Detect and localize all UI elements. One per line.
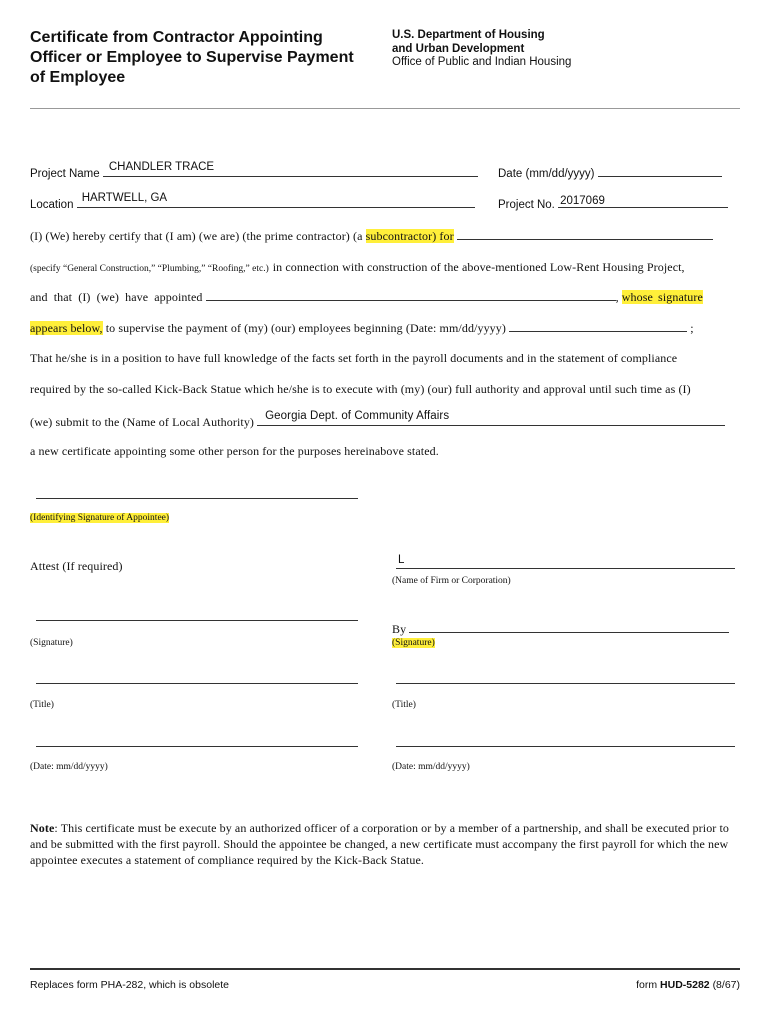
- note-text: : This certificate must be execute by an authorized officer of a corporation or by a member of a partnership, and shall be executed prior to and be submitted with the first payroll. Should the appointee be changed, a new certificate must accompany the first payroll for which the new appointee executes a statement of compliance required by the Kick-Back Statue.: [30, 821, 730, 867]
- body-line-8: a new certificate appointing some other person for the purposes hereinabove stated.: [30, 444, 439, 458]
- form-title: Certificate from Contractor Appointing Officer or Employee to Supervise Payment of Employee: [30, 29, 354, 86]
- body-line-1: [30, 228, 713, 244]
- appointee-signature-label: (Identifying Signature of Appointee): [30, 513, 170, 523]
- date-field[interactable]: [598, 165, 722, 177]
- by-row: [392, 621, 729, 637]
- contractor-date-label: (Date: mm/dd/yyyy): [392, 762, 470, 772]
- project-no-row: [498, 196, 728, 211]
- footer-replaces-note: Replaces form PHA-282, which is obsolete: [30, 979, 230, 991]
- date-row: [498, 165, 722, 180]
- body-line-6: required by the so-called Kick-Back Statue which he/she is to execute with (my) (our) full authority and approval until such time as (I): [30, 382, 691, 396]
- firm-name-label: (Name of Firm or Corporation): [392, 576, 511, 586]
- trade-hint: (specify “General Construction,” “Plumbing,” “Roofing,” etc.): [30, 264, 269, 274]
- agency-name-line2: and Urban Development: [392, 42, 525, 55]
- appointee-signature-line[interactable]: [36, 498, 358, 499]
- attest-title-line[interactable]: [36, 683, 358, 684]
- body-line-2-text: in connection with construction of the above-mentioned Low-Rent Housing Project,: [272, 260, 685, 274]
- project-name-row: [30, 161, 478, 180]
- contractor-date-line[interactable]: [396, 746, 735, 747]
- location-label: Location: [30, 199, 74, 211]
- project-name-field[interactable]: [103, 161, 478, 177]
- note-label: Note: [30, 821, 55, 835]
- project-no-label: Project No.: [498, 199, 555, 211]
- trade-field[interactable]: [457, 228, 713, 240]
- form-number: [636, 979, 740, 991]
- form-number-value: HUD-5282: [660, 979, 710, 991]
- agency-name-line1: U.S. Department of Housing: [392, 29, 545, 41]
- body-line-1-text: (I) (We) hereby certify that (I am) (we are) (the prime contractor) (a: [30, 229, 366, 243]
- local-authority-value: Georgia Dept. of Community Affairs: [265, 410, 450, 422]
- contractor-signature-label: (Signature): [392, 638, 435, 648]
- project-no-field[interactable]: [558, 196, 728, 208]
- body-line-5: That he/she is in a position to have full knowledge of the facts set forth in the payroll documents and in the statement of compliance: [30, 351, 678, 365]
- body-line-7: [30, 410, 725, 430]
- project-no-value: 2017069: [560, 195, 605, 207]
- note-paragraph: [30, 820, 742, 868]
- appointee-name-field[interactable]: [206, 289, 616, 301]
- contractor-title-label: (Title): [392, 700, 416, 710]
- body-line-7-text: (we) submit to the (Name of Local Authority): [30, 415, 255, 429]
- agency-office: Office of Public and Indian Housing: [392, 56, 572, 68]
- date-label: Date (mm/dd/yyyy): [498, 168, 595, 180]
- local-authority-field[interactable]: [257, 410, 725, 426]
- by-label: By: [392, 622, 407, 636]
- attest-title-label: (Title): [30, 700, 54, 710]
- firm-name-field[interactable]: [396, 554, 735, 569]
- attest-date-line[interactable]: [36, 746, 358, 747]
- project-name-label: Project Name: [30, 168, 100, 180]
- appears-below-highlight: appears below,: [30, 321, 103, 335]
- location-value: HARTWELL, GA: [81, 192, 168, 204]
- attest-label: Attest (If required): [30, 559, 123, 573]
- contractor-title-line[interactable]: [396, 683, 735, 684]
- whose-signature-highlight: whose signature: [621, 290, 703, 304]
- footer-divider: [30, 968, 740, 970]
- attest-date-label: (Date: mm/dd/yyyy): [30, 762, 108, 772]
- body-line-3-text: and that (I) (we) have appointed: [30, 290, 203, 304]
- firm-name-value: L: [398, 554, 405, 566]
- body-line-2: [30, 258, 685, 276]
- form-date: (8/67): [712, 979, 740, 991]
- attest-signature-line[interactable]: [36, 620, 358, 621]
- begin-date-field[interactable]: [509, 320, 687, 332]
- attest-signature-label: (Signature): [30, 638, 73, 648]
- subcontractor-highlight: subcontractor) for: [365, 229, 454, 243]
- location-row: [30, 192, 475, 211]
- location-field[interactable]: [77, 192, 475, 208]
- by-signature-field[interactable]: [409, 621, 729, 633]
- body-line-4: appears below, to supervise the payment of (my) (our) employees beginning (Date: mm/dd/yyyy) ;: [30, 321, 694, 335]
- body-line-4-text: to supervise the payment of (my) (our) employees beginning (Date: mm/dd/yyyy): [105, 321, 506, 335]
- form-prefix: form: [636, 979, 658, 991]
- header-divider: [30, 108, 740, 109]
- project-name-value: CHANDLER TRACE: [108, 161, 215, 173]
- body-line-3: and that (I) (we) have appointed , whose signature: [30, 290, 703, 304]
- agency-block: [392, 29, 571, 70]
